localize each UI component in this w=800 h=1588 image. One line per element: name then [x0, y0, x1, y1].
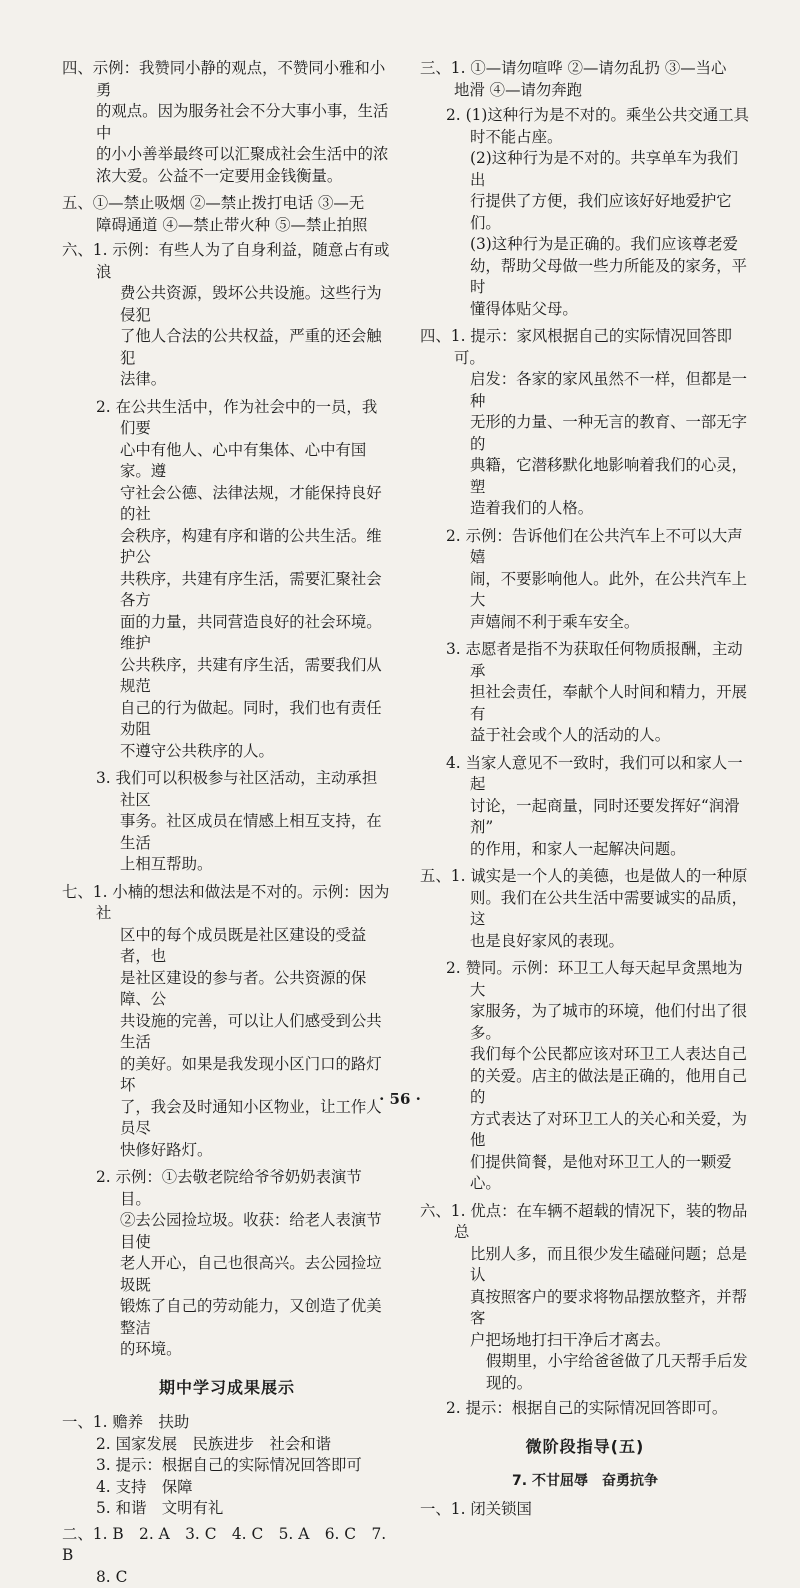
answer-line: 我们每个公民都应该对环卫工人表达自己: [420, 1044, 750, 1066]
answer-section-r3-1: [420, 58, 750, 101]
answer-line: 益于社会或个人的活动的人。: [420, 725, 750, 747]
answer-line: 3. 我们可以积极参与社区活动，主动承担社区: [62, 768, 392, 811]
answer-line: 障碍通道 ④—禁止带火种 ⑤—禁止拍照: [62, 215, 392, 237]
answer-line: 面的力量，共同营造良好的社会环境。维护: [62, 612, 392, 655]
midterm-section-2: [62, 1524, 392, 1588]
answer-line: 共秩序，共建有序生活，需要汇聚社会各方: [62, 569, 392, 612]
answer-line: 老人开心，自己也很高兴。去公园捡垃圾既: [62, 1253, 392, 1296]
answer-line: 的环境。: [62, 1339, 392, 1361]
answer-line: 行提供了方便，我们应该好好地爱护它们。: [420, 191, 750, 234]
answer-line: 是社区建设的参与者。公共资源的保障、公: [62, 968, 392, 1011]
answer-section-r5-2: [420, 958, 750, 1195]
answer-section-r4-4: [420, 753, 750, 861]
answer-line: 费公共资源，毁坏公共设施。这些行为侵犯: [62, 283, 392, 326]
left-column: [62, 58, 392, 1588]
answer-line: 无形的力量、一种无言的教育、一部无字的: [420, 412, 750, 455]
answer-line: 的观点。因为服务社会不分大事小事，生活中: [62, 101, 392, 144]
answer-section-r-last: [420, 1499, 750, 1521]
answer-line: 8. C: [62, 1567, 392, 1588]
answer-line: 锻炼了自己的劳动能力，又创造了优美整洁: [62, 1296, 392, 1339]
page-number: · 56 ·: [0, 1090, 800, 1108]
answer-line: 3. 志愿者是指不为获取任何物质报酬，主动承: [420, 639, 750, 682]
answer-line: 4. 当家人意见不一致时，我们可以和家人一起: [420, 753, 750, 796]
answer-line: 共设施的完善，可以让人们感受到公共生活: [62, 1011, 392, 1054]
answer-line: 不遵守公共秩序的人。: [62, 741, 392, 763]
answer-line: 的关爱。店主的做法是正确的，他用自己的: [420, 1066, 750, 1109]
answer-line: 3. 提示：根据自己的实际情况回答即可: [62, 1455, 392, 1477]
answer-line: 上相互帮助。: [62, 854, 392, 876]
answer-line: 真按照客户的要求将物品摆放整齐，并帮客: [420, 1287, 750, 1330]
lesson-title: 7. 不甘屈辱 奋勇抗争: [420, 1471, 750, 1493]
answer-line: 则。我们在公共生活中需要诚实的品质，这: [420, 888, 750, 931]
answer-line: ②去公园捡垃圾。收获：给老人表演节目使: [62, 1210, 392, 1253]
section-title-micro-stage: 微阶段指导(五): [420, 1436, 750, 1458]
answer-line: 的美好。如果是我发现小区门口的路灯坏: [62, 1054, 392, 1097]
answer-line: 比别人多，而且很少发生磕碰问题；总是认: [420, 1244, 750, 1287]
answer-line: 一、1. 赡养 扶助: [62, 1412, 392, 1434]
answer-section-r5-1: [420, 866, 750, 952]
answer-line: 2. 提示：根据自己的实际情况回答即可。: [420, 1398, 750, 1420]
answer-line: 懂得体贴父母。: [420, 299, 750, 321]
answer-line: 六、1. 示例：有些人为了自身利益，随意占有或浪: [62, 240, 392, 283]
answer-line: 家服务，为了城市的环境，他们付出了很多。: [420, 1001, 750, 1044]
answer-section-6-3: [62, 768, 392, 876]
answer-line: 5. 和谐 文明有礼: [62, 1498, 392, 1520]
answer-line: 2. 示例：告诉他们在公共汽车上不可以大声嬉: [420, 526, 750, 569]
answer-line: 了他人合法的公共权益，严重的还会触犯: [62, 326, 392, 369]
answer-line: 启发：各家的家风虽然不一样，但都是一种: [420, 369, 750, 412]
answer-line: 2. 国家发展 民族进步 社会和谐: [62, 1434, 392, 1456]
answer-line: 心中有他人、心中有集体、心中有国家。遵: [62, 440, 392, 483]
answer-section-7-2: [62, 1167, 392, 1361]
answer-line: 造着我们的人格。: [420, 498, 750, 520]
answer-line: 幼，帮助父母做一些力所能及的家务，平时: [420, 256, 750, 299]
answer-line: 六、1. 优点：在车辆不超载的情况下，装的物品总: [420, 1201, 750, 1244]
answer-line: 的作用，和家人一起解决问题。: [420, 839, 750, 861]
answer-line: 担社会责任，奉献个人时间和精力，开展有: [420, 682, 750, 725]
answer-line: 2. 赞同。示例：环卫工人每天起早贪黑地为大: [420, 958, 750, 1001]
answer-line: 2. (1)这种行为是不对的。乘坐公共交通工具: [420, 105, 750, 127]
answer-section-4: [62, 58, 392, 187]
answer-line: 事务。社区成员在情感上相互支持，在生活: [62, 811, 392, 854]
answer-line: 法律。: [62, 369, 392, 391]
answer-line: (3)这种行为是正确的。我们应该尊老爱: [420, 234, 750, 256]
answer-line: 七、1. 小楠的想法和做法是不对的。示例：因为社: [62, 882, 392, 925]
answer-line: 四、示例：我赞同小静的观点，不赞同小雅和小勇: [62, 58, 392, 101]
answer-line: 也是良好家风的表现。: [420, 931, 750, 953]
answer-line: 公共秩序，共建有序生活，需要我们从规范: [62, 655, 392, 698]
answer-line: 们提供简餐，是他对环卫工人的一颗爱心。: [420, 1152, 750, 1195]
answer-line: (2)这种行为是不对的。共享单车为我们出: [420, 148, 750, 191]
answer-line: 假期里，小宇给爸爸做了几天帮手后发现的。: [420, 1351, 750, 1394]
answer-line: 四、1. 提示：家风根据自己的实际情况回答即可。: [420, 326, 750, 369]
answer-line: 时不能占座。: [420, 127, 750, 149]
midterm-section-1: [62, 1412, 392, 1520]
answer-line: 浓大爱。公益不一定要用金钱衡量。: [62, 166, 392, 188]
answer-section-5: [62, 193, 392, 236]
answer-section-r6-2: [420, 1398, 750, 1420]
answer-line: 二、1. B 2. A 3. C 4. C 5. A 6. C 7. B: [62, 1524, 392, 1567]
answer-section-r6-1: [420, 1201, 750, 1395]
answer-section-r4-1: [420, 326, 750, 520]
section-title-midterm: 期中学习成果展示: [62, 1377, 392, 1399]
answer-line: 4. 支持 保障: [62, 1477, 392, 1499]
answer-section-r3-2: [420, 105, 750, 320]
answer-line: 守社会公德、法律法规，才能保持良好的社: [62, 483, 392, 526]
answer-line: 区中的每个成员既是社区建设的受益者，也: [62, 925, 392, 968]
answer-line: 闹，不要影响他人。此外，在公共汽车上大: [420, 569, 750, 612]
right-column: [420, 58, 750, 1520]
answer-line: 2. 示例：①去敬老院给爷爷奶奶表演节目。: [62, 1167, 392, 1210]
answer-line: 快修好路灯。: [62, 1140, 392, 1162]
answer-line: 五、1. 诚实是一个人的美德，也是做人的一种原: [420, 866, 750, 888]
answer-section-6-2: [62, 397, 392, 763]
answer-line: 的小小善举最终可以汇聚成社会生活中的浓: [62, 144, 392, 166]
answer-line: 声嬉闹不利于乘车安全。: [420, 612, 750, 634]
answer-line: 三、1. ①—请勿喧哗 ②—请勿乱扔 ③—当心: [420, 58, 750, 80]
answer-line: 方式表达了对环卫工人的关心和关爱，为他: [420, 1109, 750, 1152]
answer-section-6-1: [62, 240, 392, 391]
answer-line: 户把场地打扫干净后才离去。: [420, 1330, 750, 1352]
answer-line: 了，我会及时通知小区物业，让工作人员尽: [62, 1097, 392, 1140]
answer-line: 地滑 ④—请勿奔跑: [420, 80, 750, 102]
answer-line: 2. 在公共生活中，作为社会中的一员，我们要: [62, 397, 392, 440]
answer-line: 会秩序，构建有序和谐的公共生活。维护公: [62, 526, 392, 569]
answer-section-r4-2: [420, 526, 750, 634]
answer-line: 讨论，一起商量，同时还要发挥好“润滑剂”: [420, 796, 750, 839]
answer-line: 五、①—禁止吸烟 ②—禁止拨打电话 ③—无: [62, 193, 392, 215]
answer-section-7-1: [62, 882, 392, 1162]
answer-line: 典籍，它潜移默化地影响着我们的心灵，塑: [420, 455, 750, 498]
answer-section-r4-3: [420, 639, 750, 747]
answer-line: 一、1. 闭关锁国: [420, 1499, 750, 1521]
answer-line: 自己的行为做起。同时，我们也有责任劝阻: [62, 698, 392, 741]
